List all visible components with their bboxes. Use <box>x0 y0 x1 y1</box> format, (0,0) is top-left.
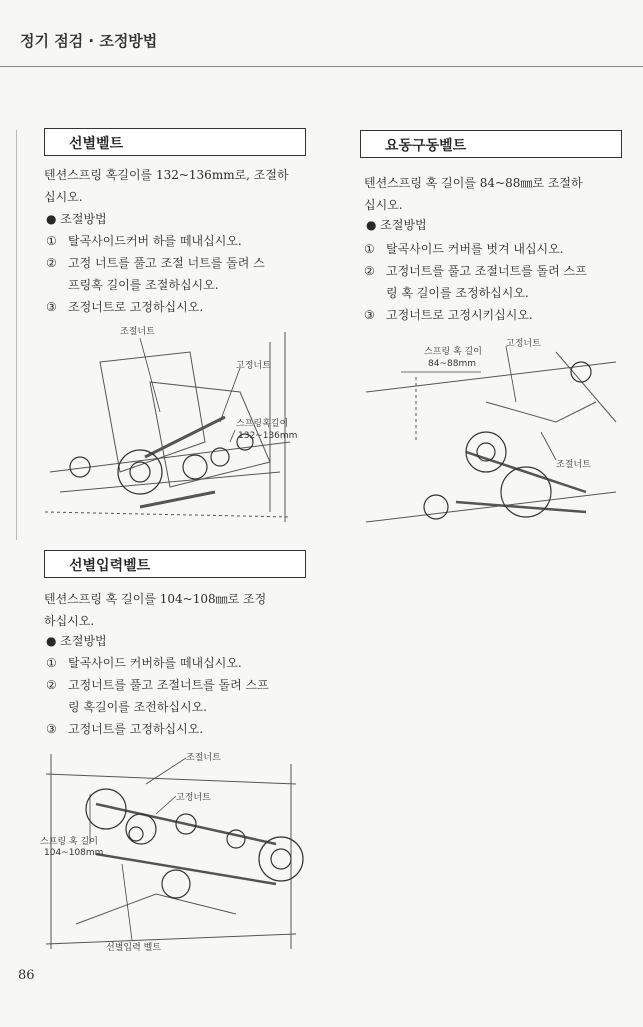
fig-label-fix-nut: 고정너트 <box>506 339 541 349</box>
header-rule <box>0 66 643 67</box>
step-item: ① 탈곡사이드 커버를 벗겨 내십시오. <box>364 242 564 256</box>
intro-line-1: 텐션스프링 혹 길이를 104~108㎜로 조정 <box>44 592 267 606</box>
method-label: ● 조절방법 <box>46 212 107 226</box>
step-item: ③ 고정너트를 고정하십시오. <box>46 722 204 736</box>
fig-label-spring-hook: 스프링 혹 길이 <box>40 837 98 847</box>
intro-line-1: 텐션스프링 혹길이를 132~136mm로, 조절하 <box>44 168 289 182</box>
step-item: 링 혹 길이를 조정하십시오. <box>386 286 529 300</box>
fig-label-spring-hook: 스프링혹길이 <box>236 419 289 429</box>
step-item: 프링혹 길이를 조절하십시오. <box>68 278 219 292</box>
fig-label-fix-nut: 고정너트 <box>176 793 211 803</box>
page-number: 86 <box>18 968 35 983</box>
step-item: ③ 조정너트로 고정하십시오. <box>46 300 204 314</box>
intro-line-2: 하십시오. <box>44 614 95 628</box>
fig-label-range: 104~108mm <box>44 848 104 858</box>
step-item: ② 고정너트를 풀고 조절너트를 돌려 스프 <box>46 678 269 692</box>
sorting-belt-figure <box>40 322 304 532</box>
fig-label-range: 84~88mm <box>428 359 476 369</box>
fig-label-adjust-nut: 조절너트 <box>186 753 221 763</box>
step-item: ① 탈곡사이드 커버하를 떼내십시오. <box>46 656 242 670</box>
section-heading-oscillation-drive-belt: 요동구동벨트 <box>360 130 622 158</box>
fig-label-fix-nut: 고정너트 <box>236 361 271 371</box>
page-header <box>0 0 643 68</box>
fig-label-adjust-nut: 조절너트 <box>120 327 155 337</box>
step-item: ② 고정 너트를 풀고 조절 너트를 돌려 스 <box>46 256 265 270</box>
intro-line-2: 십시오. <box>44 190 83 204</box>
left-margin-line <box>16 130 17 540</box>
step-item: 링 혹길이를 조전하십시오. <box>68 700 207 714</box>
oscillation-belt-figure <box>356 332 626 542</box>
fig-label-belt: 선별입력 벨트 <box>106 943 162 953</box>
method-label: ● 조절방법 <box>46 634 107 648</box>
step-item: ① 탈곡사이드커버 하를 떼내십시오. <box>46 234 242 248</box>
intro-line-1: 텐션스프링 혹 길이를 84~88㎜로 조절하 <box>364 176 583 190</box>
fig-label-range: 132~136mm <box>238 431 298 441</box>
fig-label-adjust-nut: 조절너트 <box>556 460 591 470</box>
sorting-input-belt-figure <box>36 744 308 958</box>
step-item: ③ 고정너트로 고정시키십시오. <box>364 308 533 322</box>
section-heading-sorting-belt: 선별벨트 <box>44 128 306 156</box>
intro-line-2: 십시오. <box>364 198 403 212</box>
section-heading-sorting-input-belt: 선별입력벨트 <box>44 550 306 578</box>
method-label: ● 조절방법 <box>366 218 427 232</box>
page-title: 정기 점검 · 조정방법 <box>20 32 158 50</box>
step-item: ② 고정너트를 풀고 조절너트를 돌려 스프 <box>364 264 587 278</box>
fig-label-spring-hook: 스프링 혹 길이 <box>424 347 482 357</box>
